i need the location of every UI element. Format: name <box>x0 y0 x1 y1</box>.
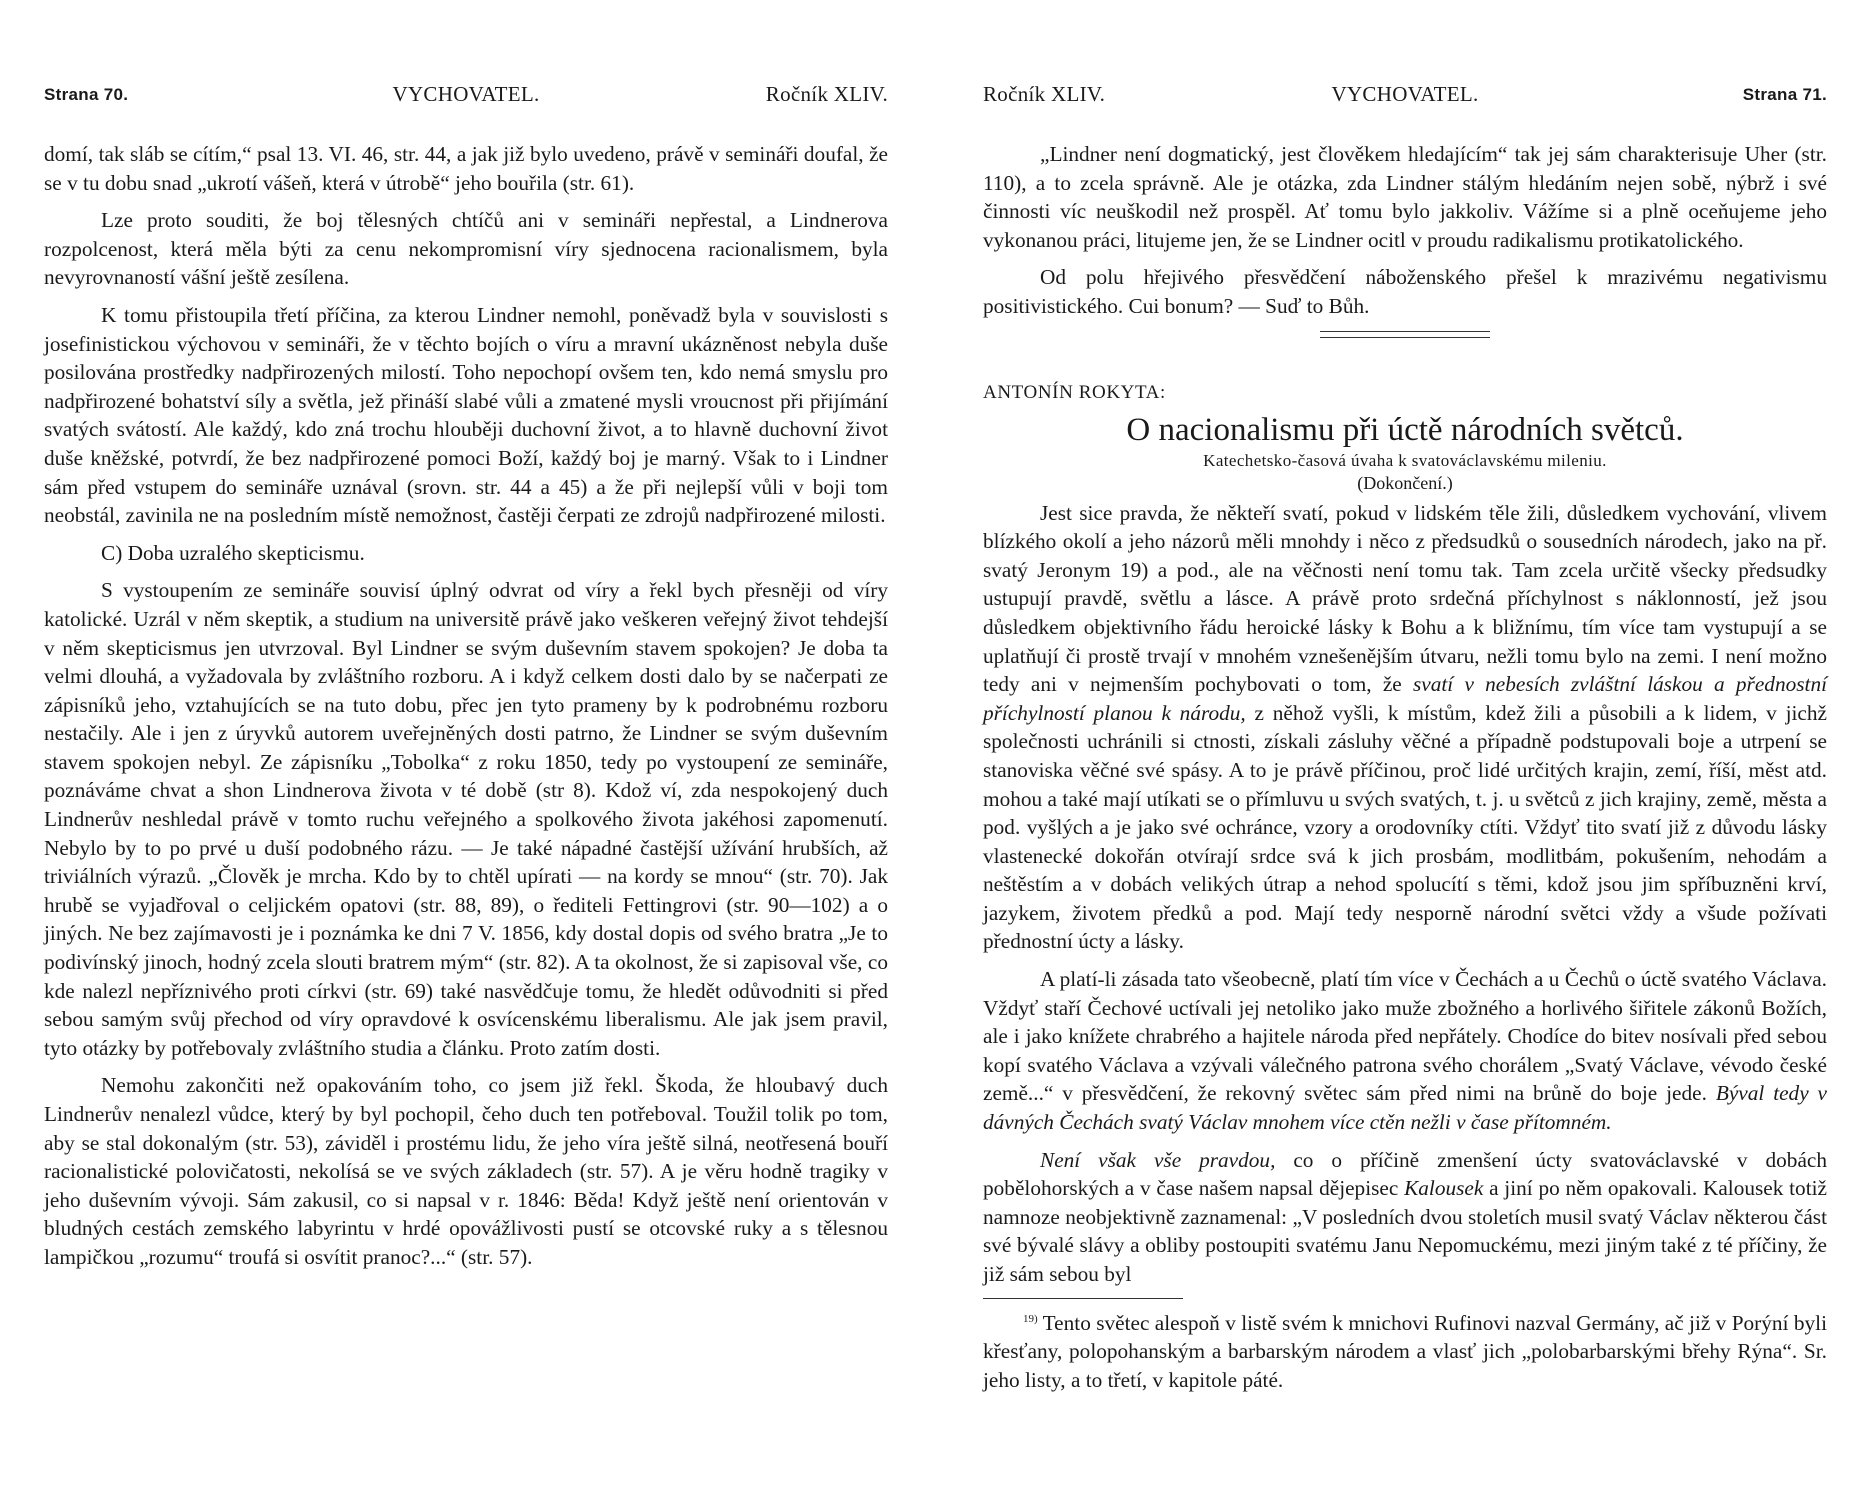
footnote: $^{19)}$ Tento světec alespoň v listě svém k mnichovi Rufinovi nazval Germány, ač již v Porýní byli křesťany, polopohanským a barbarským národem a vlasť jich „polobarbarskými břehy Rýna“. Sr. jeho listy, a to třetí, v kapitole páté. <box>983 1310 1827 1392</box>
article-title: O nacionalismu při úctě národních světců. <box>1126 411 1684 448</box>
page-number: Strana 71. <box>1742 85 1827 104</box>
paragraph: Není však vše pravdou, co o příčině zmenšení úcty svatováclavské v dobách pobělohorských a v čase našem napsal dějepisec Kalousek a jiní po něm opakovali. Kalousek totiž namnoze neobjektivně zaznamenal: „V posledních dvou stoletích musil svatý Václav některou část své bývalé slávy a obliby postoupiti svatému Janu Nepomuckému, mezi jiným také z té příčiny, že již sám sebou byl <box>983 1147 1827 1286</box>
paragraph: „Lindner není dogmatický, jest člověkem hledajícím“ tak jej sám charakterisuje Uher (str. 110), a to zcela správně. Ale je otázka, zda Lindner stálým hledáním nejen sobě, nýbrž i své činnosti víc neuškodil než prospěl. Ať tomu bylo jakkoliv. Vážíme si a plně oceňujeme jeho vykonanou práci, litujeme jen, že se Lindner ocitl v proudu radikalismu protikatolického. <box>983 142 1827 252</box>
article-subtitle: Katechetsko-časová úvaha k svatováclavskému mileniu. <box>1203 450 1607 470</box>
article-author: ANTONÍN ROKYTA: <box>983 381 1166 403</box>
continuation-note: (Dokončení.) <box>1357 472 1453 493</box>
right-page-header <box>983 82 1827 106</box>
paragraph: K tomu přistoupila třetí příčina, za kterou Lindner nemohl, poněvadž byla v souvislosti s josefinistickou výchovou v semináři, že v těchto bojích o víru a mravní ukázněnost nebyla duše posilována prostředky nadpřirozených milostí. Toho nepochopí ovšem ten, kdo nemá smyslu pro nadpřirozené bohatství síly a světla, jež přináší slabé vůli a zmatené mysli vroucnost při přijímání svatých svátostí. Ale každý, kdo zná trochu hlouběji duchovní život, a to hlavně duchovní život duše kněžské, potvrdí, že bez nadpřirozené pomoci Boží, každý boj je marný. Však to i Lindner sám před vstupem do semináře uznával (srovn. str. 44 a 45) a že při nejlepší vůli v boji tom neobstál, zavinila ne na posledním místě nemožnost, častěji čerpati ze zdrojů nadpřirozené milosti. <box>44 302 888 528</box>
page-number: Strana 70. <box>44 85 129 104</box>
paragraph: Nemohu zakončiti než opakováním toho, co jsem již řekl. Škoda, že hloubavý duch Lindnerův nenalezl vůdce, který by byl pochopil, čeho duch ten potřeboval. Toužil tolik po tom, aby se stal dokonalým (str. 53), záviděl i prostému lidu, že jeho víra ještě silná, neotřesená bouří racionalistické polovičatosti, nekolísá se ve svých základech (str. 57). A je věru hodně tragiky v jeho duševním vývoji. Sám zakusil, co si napsal v r. 1846: Běda! Když ještě není orientován v bludných cestách zemského labyrintu v hrdé opovážlivosti pustí se otcovské ruky a s tělesnou lampičkou „rozumu“ troufá si osvítit pranoc?...“ (str. 57). <box>44 1073 888 1269</box>
footnote-rule <box>983 1298 1183 1299</box>
left-page-body <box>44 140 888 1281</box>
paragraph: Jest sice pravda, že někteří svatí, pokud v lidském těle žili, důsledkem vychování, vlivem blízkého okolí a jeho názorů měli mnohdy i něco z předsudků o sousedních národech, jako na př. svatý Jeronym 19) a pod., ale na věčnosti není tomu tak. Tam zcela určitě všecky předsudky ustupují pravdě, světlu a lásce. A právě proto srdečná příchylnost s náklonností, jež jsou důsledkem objektivního řádu heroické lásky k Bohu a k bližnímu, tím více tam vystupují a se uplatňují či prostě trvají v mnohém vznešenějším útvaru, nežli tomu bylo na zemi. I není možno tedy ani v nejmenším pochybovati o tom, že svatí v nebesích zvláštní láskou a přednostní příchylností planou k národu, z něhož vyšli, k místům, kdež žili a působili a k lidem, v jichž společnosti uchránili si ctnosti, získali zásluhy věčné a případně podstupovali boje a utrpení se stanoviska věčné své spásy. A to je právě příčinou, proč lidé určitých krajin, zemí, říší, měst atd. mohou a také mají utíkati se o přímluvu u svých svatých, t. j. u světců z jich krajiny, země, města a pod. vyšlých a je jako své ochránce, vzory a orodovníky ctíti. Vždyť tito svatí již z důvodu lásky vlastenecké dokořán otvírají srdce svá k jich prosbám, modlitbám, pokušením, nehodám a neštěstím a v dobách velikých útrap a nehod spolucítí s těmi, kdož jsou jim spříbuzněni krví, jazykem, životem předků a pod. Mají tedy nesporně národní světci vždy a všude požívati přednostní úcty a lásky. <box>983 500 1828 954</box>
journal-title: VYCHOVATEL. <box>1331 82 1479 106</box>
section-heading: C) Doba uzralého skepticismu. <box>101 540 365 565</box>
paragraph: Od polu hřejivého přesvědčení náboženského přešel k mrazivému negativismu positivistického. Cui bonum? — Suď to Bůh. <box>983 265 1827 318</box>
volume-label: Ročník XLIV. <box>765 82 888 106</box>
italic-emphasis: Není však vše pravdou, <box>1040 1147 1276 1172</box>
left-page <box>44 0 888 1500</box>
right-page-body <box>983 140 1827 1403</box>
paragraph: A platí-li zásada tato všeobecně, platí tím více v Čechách a u Čechů o úctě svatého Václava. Vždyť staří Čechové uctívali jej netoliko jako muže zbožného a horlivého šiřitele zákonů Božích, ale i jako knížete chrabrého a hajitele národa před nepřátely. Chodíce do bitev nosívali před sebou kopí svatého Václava a vzývali válečného patrona svého chorálem „Svatý Václave, vévodo české země...“ v přesvědčení, že rekovný světec sám před nimi na brůně do boje jede. Býval tedy v dávných Čechách svatý Václav mnohem více ctěn nežli v čase přítomném. <box>983 967 1827 1135</box>
footnote-mark: 19) <box>1023 1312 1038 1325</box>
paragraph: Lze proto souditi, že boj tělesných chtíčů ani v semináři nepřestal, a Lindnerova rozpolcenost, která měla býti za cenu nekompromisní víry sjednocena racionalismem, byla nevyrovnaností vášní ještě zesílena. <box>44 208 888 290</box>
volume-label: Ročník XLIV. <box>983 82 1106 106</box>
section-divider <box>1320 331 1490 338</box>
paragraph: domí, tak sláb se cítím,“ psal 13. VI. 46, str. 44, a jak již bylo uvedeno, právě v semináři doufal, že se v tu dobu snad „ukrotí vášeň, která v útrobě“ jeho bouřila (str. 61). <box>44 142 888 195</box>
paragraph: S vystoupením ze semináře souvisí úplný odvrat od víry a řekl bych přesněji od víry katolické. Uzrál v něm skeptik, a studium na universitě právě jako veškeren veřejný život tehdejší v něm skepticismus jen utvrzoval. Byl Lindner se svým duševním stavem spokojen? Je doba ta velmi dlouhá, a vyžadovala by zvláštního rozboru. A i když celkem dosti dalo by se načerpati ze zápisníků jeho, vztahujících se na tuto dobu, přec jen tyto prameny by k podrobnému rozboru nestačily. Ale i jen z úryvků autorem uveřejněných dosti patrno, že Lindner se svým duševním stavem spokojen nebyl. Ze zápisníku „Tobolka“ z roku 1850, tedy po vystoupení ze semináře, poznáváme chvat a shon Lindnerova života v té době (str 8). Kdož ví, zda nespokojený duch Lindnerův neshledal právě v tomto ruchu veřejného a spolkového života jakéhosi zapomenutí. Nebylo by to po prvé u duší podobného rázu. — Je také nápadné častější užívání hrubších, až triviálních výrazů. „Člověk je mrcha. Kdo by to chtěl upírati — na kordy se mnou“ (str. 70). Jak hrubě se vyjadřoval o celjickém opatovi (str. 88, 89), o řediteli Fettingrovi (str. 90—102) a o jiných. Ne bez zajímavosti je i poznámka ke dni 7 V. 1856, kdy dostal dopis od svého bratra „Je to podivínský jinoch, hodný zcela slouti bratrem mým“ (str. 82). A ta okolnost, že si zapisoval vše, co kde nalezl nepříznivého proti církvi (str. 69) také nasvědčuje tomu, že hledět odůvodniti si před sebou samým svůj přechod od víry opravdové k osvícenskému liberalismu. Ale jak jsem pravil, tyto otázky by potřebovaly zvláštního studia a článku. Proto zatím dosti. <box>44 578 888 1060</box>
italic-emphasis: Kalousek <box>1404 1176 1484 1201</box>
left-page-header <box>44 82 888 106</box>
italic-emphasis: svatí v nebesích zvláštní láskou a přednostní příchylností planou k národu, <box>983 672 1828 725</box>
italic-emphasis: Býval tedy v dávných Čechách svatý Václav mnohem více ctěn nežli v čase přítomném. <box>983 1081 1827 1135</box>
right-page <box>983 0 1827 1500</box>
journal-title: VYCHOVATEL. <box>392 82 540 106</box>
